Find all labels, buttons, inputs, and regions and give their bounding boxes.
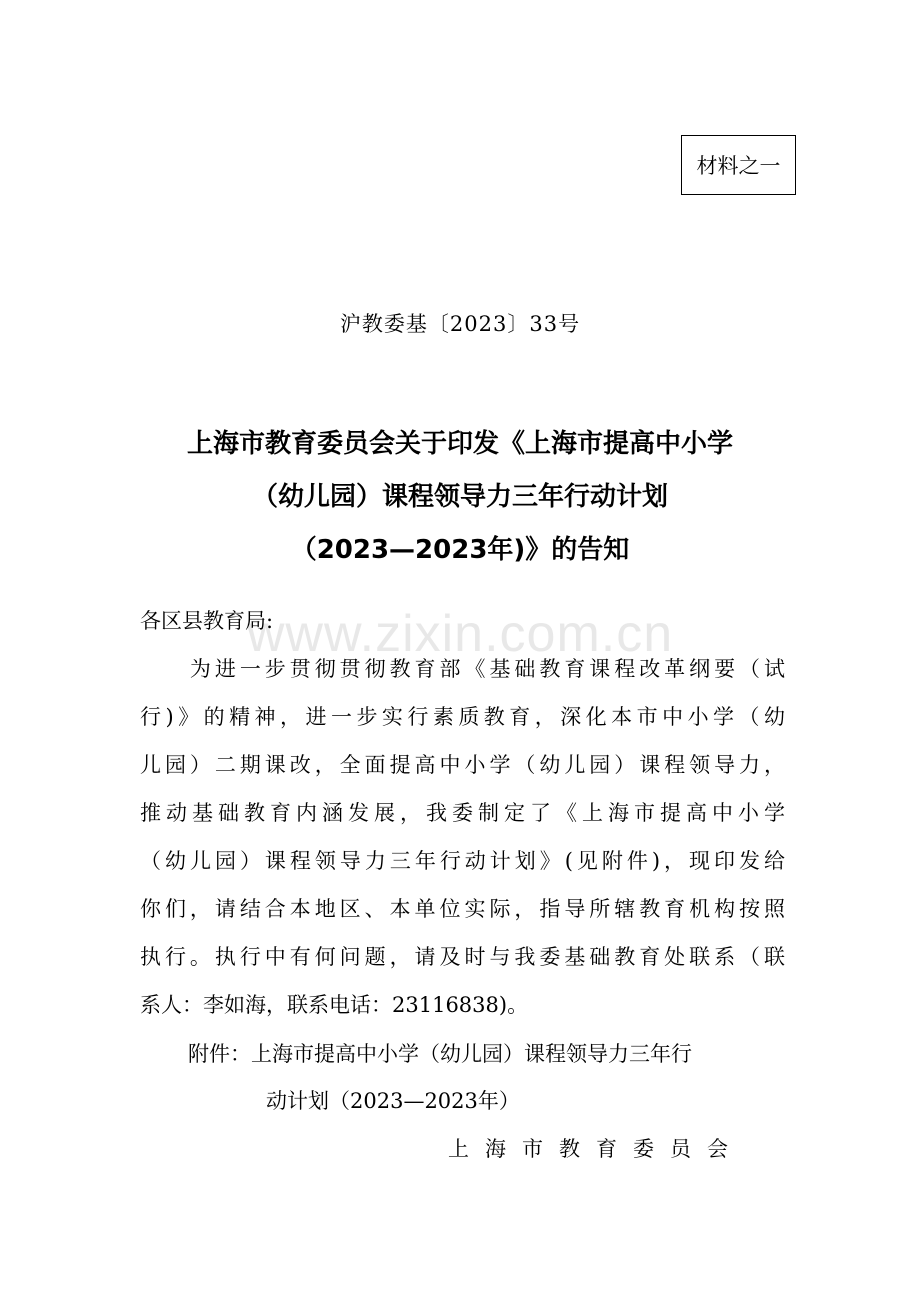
attachment-line-2: 动计划（2023—2023年） — [266, 1089, 520, 1113]
title-line-1: 上海市教育委员会关于印发《上海市提高中小学 — [186, 429, 733, 459]
attachment-line-1: 附件：上海市提高中小学（幼儿园）课程领导力三年行 — [188, 1042, 692, 1066]
body-paragraph — [140, 645, 785, 1029]
body-line: 儿园）二期课改，全面提高中小学（幼儿园）课程领导力， — [140, 753, 785, 777]
body-line: 为进一步贯彻贯彻教育部《基础教育课程改革纲要（试 — [140, 657, 785, 681]
body-line: 行)》的精神，进一步实行素质教育，深化本市中小学（幼 — [140, 705, 785, 729]
document-number: 沪教委基〔2023〕33号 — [339, 312, 581, 336]
body-line: 系人：李如海，联系电话：23116838)。 — [140, 993, 529, 1017]
watermark: www.zixin.com.cn — [246, 605, 674, 663]
body-line: （幼儿园）课程领导力三年行动计划》(见附件)，现印发给 — [140, 849, 785, 873]
material-label-box — [681, 135, 796, 195]
title-line-3: （2023—2023年)》的告知 — [290, 535, 630, 565]
title-line-2: （幼儿园）课程领导力三年行动计划 — [251, 482, 668, 512]
body-line: 执行。执行中有何问题，请及时与我委基础教育处联系（联 — [140, 945, 785, 969]
body-line: 推动基础教育内涵发展，我委制定了《上海市提高中小学 — [140, 801, 785, 825]
material-label: 材料之一 — [696, 154, 781, 178]
body-line: 你们，请结合本地区、本单位实际，指导所辖教育机构按照 — [140, 897, 785, 921]
signature: 上海市教育委员会 — [448, 1137, 744, 1161]
salutation: 各区县教育局: — [140, 609, 274, 633]
document-title — [120, 418, 800, 577]
